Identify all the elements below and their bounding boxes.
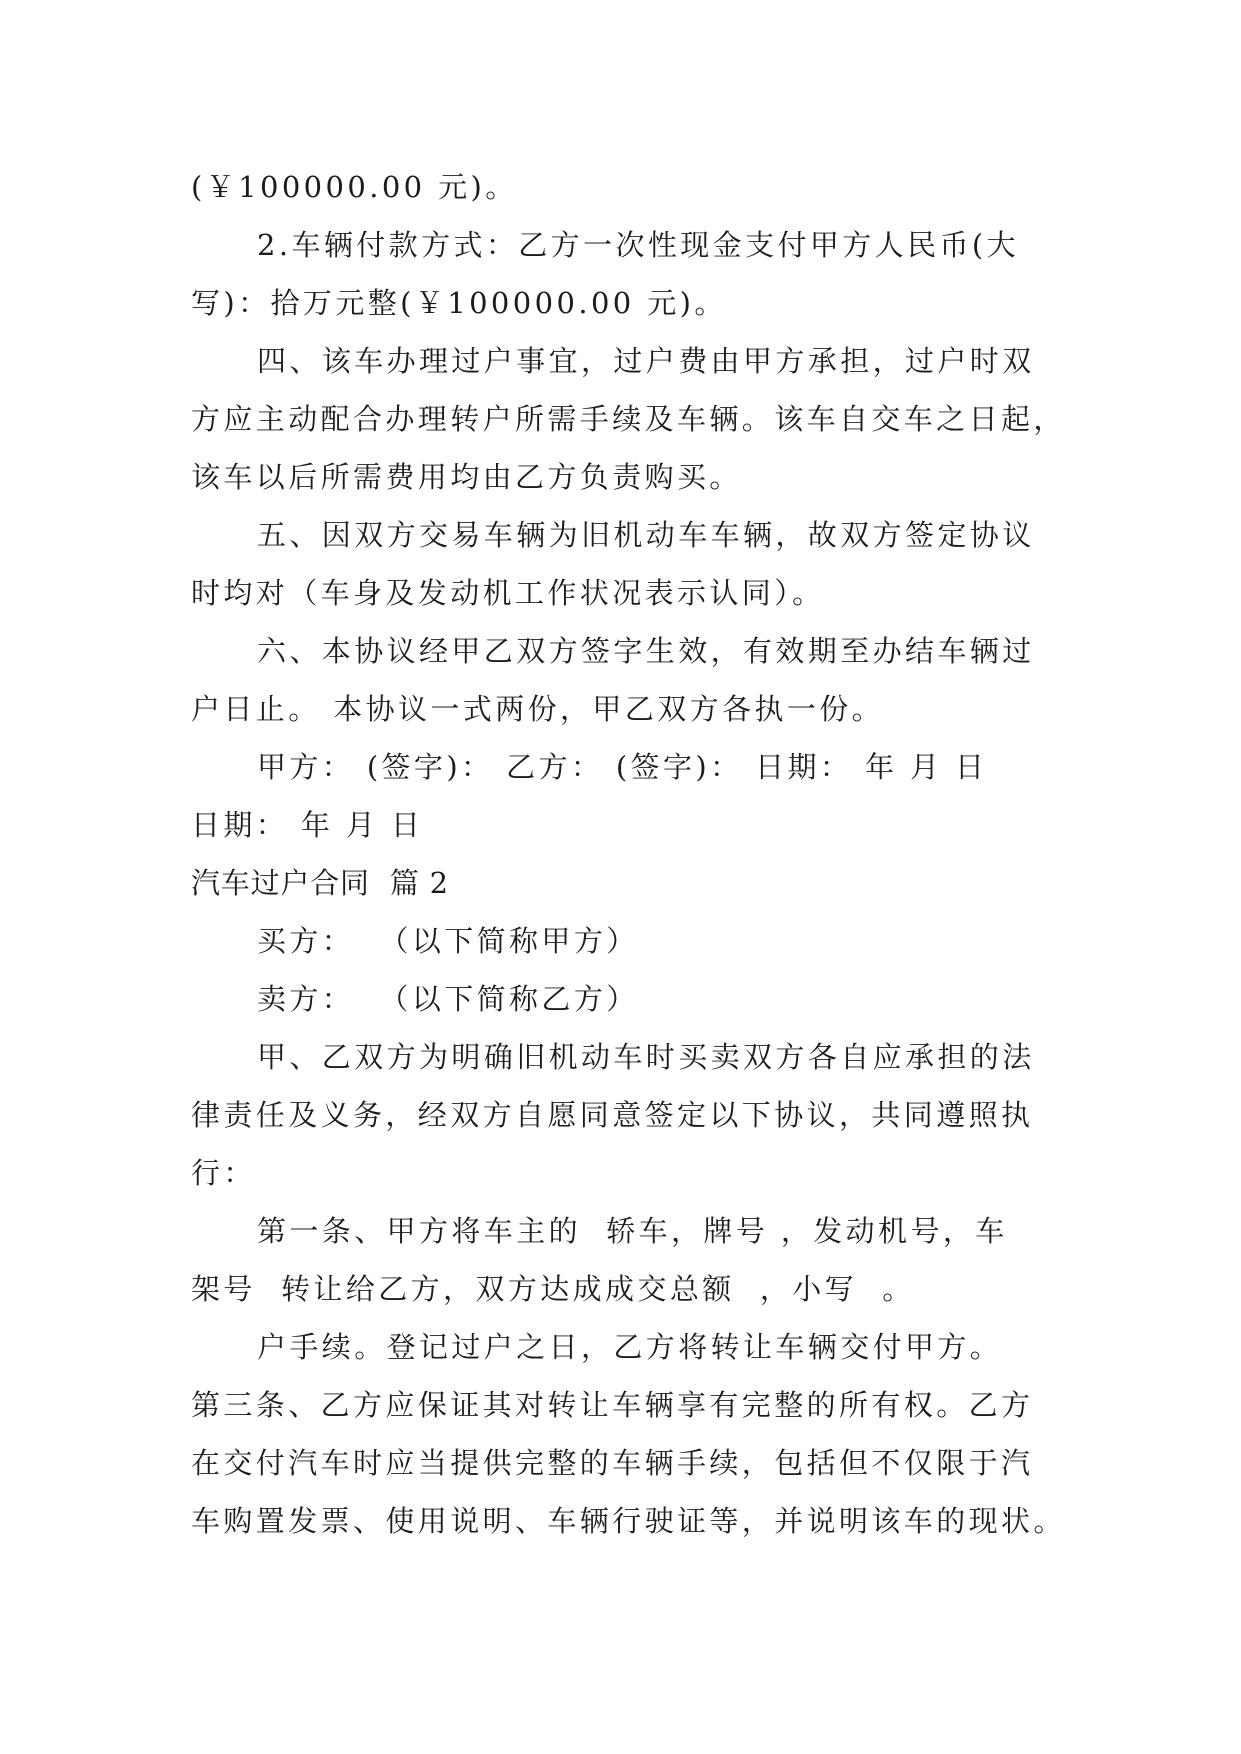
document-line: 第一条、甲方将车主的 轿车，牌号 ，发动机号，车	[257, 1214, 1008, 1248]
document-line: 户手续。登记过户之日，乙方将转让车辆交付甲方。	[257, 1330, 1003, 1364]
document-line: 写)：拾万元整(￥100000.00 元)。	[191, 286, 727, 320]
document-line: 甲方： (签字)： 乙方： (签字)： 日期： 年 月 日	[257, 750, 988, 784]
document-line: 甲、乙双方为明确旧机动车时买卖双方各自应承担的法	[257, 1040, 1035, 1074]
document-line: 方应主动配合办理转户所需手续及车辆。该车自交车之日起，	[191, 402, 1066, 436]
document-line: 买方： （以下简称甲方）	[257, 924, 639, 958]
document-line: 卖方： （以下简称乙方）	[257, 982, 639, 1016]
document-line: 律责任及义务，经双方自愿同意签定以下协议，共同遵照执	[191, 1098, 1034, 1132]
document-body	[191, 158, 1071, 1550]
document-line: 行：	[191, 1156, 256, 1190]
document-line: (￥100000.00 元)。	[191, 170, 518, 204]
document-line: 架号 转让给乙方，双方达成成交总额 ，小写 。	[191, 1272, 915, 1306]
document-line: 户日止。 本协议一式两份，甲乙双方各执一份。	[191, 692, 885, 726]
document-line: 在交付汽车时应当提供完整的车辆手续，包括但不仅限于汽	[191, 1446, 1034, 1480]
document-line: 2.车辆付款方式：乙方一次性现金支付甲方人民币(大	[257, 228, 1019, 262]
document-line: 第三条、乙方应保证其对转让车辆享有完整的所有权。乙方	[191, 1388, 1034, 1422]
document-line: 车购置发票、使用说明、车辆行驶证等，并说明该车的现状。	[191, 1504, 1066, 1538]
document-line: 日期： 年 月 日	[191, 808, 424, 842]
document-line: 时均对（车身及发动机工作状况表示认同）。	[191, 576, 825, 610]
document-line: 该车以后所需费用均由乙方负责购买。	[191, 460, 742, 494]
document-line: 六、本协议经甲乙双方签字生效，有效期至办结车辆过	[257, 634, 1035, 668]
section-heading: 汽车过户合同 篇 2	[191, 866, 449, 900]
document-line: 四、该车办理过户事宜，过户费由甲方承担，过户时双	[257, 344, 1035, 378]
document-line: 五、因双方交易车辆为旧机动车车辆，故双方签定协议	[257, 518, 1035, 552]
